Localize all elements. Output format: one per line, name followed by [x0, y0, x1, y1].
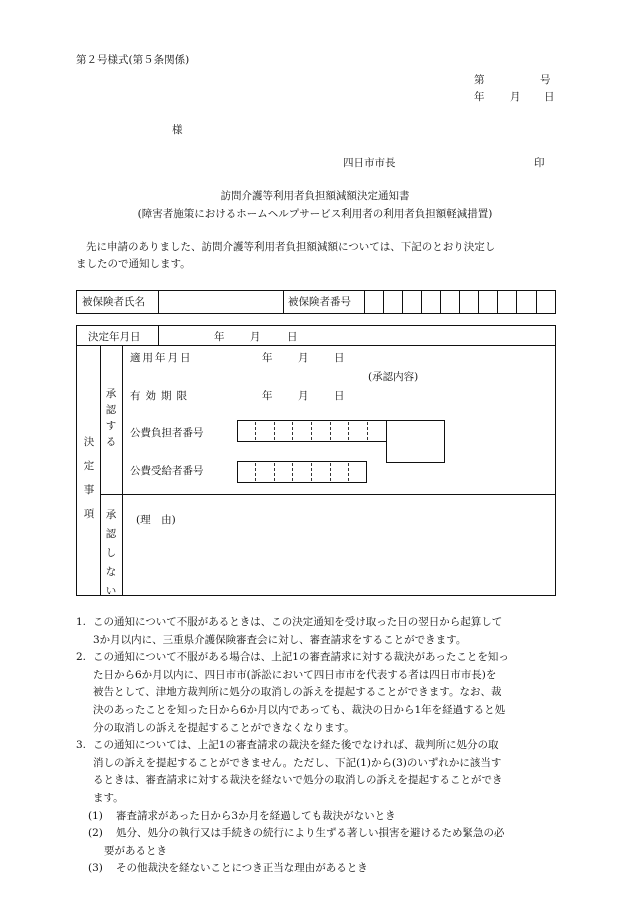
note-line: この通知について不服があるときは、この決定通知を受け取った日の翌日から起算して: [93, 616, 503, 628]
notes-section: [76, 614, 562, 878]
subnote-line: 要があるとき: [104, 844, 167, 857]
decision-date-month: 月: [250, 331, 261, 343]
apply-date-month: 月: [298, 352, 309, 364]
header-date-day: 日: [544, 91, 555, 103]
seal-mark: 印: [534, 157, 545, 169]
note-item: [76, 649, 562, 737]
note-number: 3.: [76, 739, 87, 752]
note-line: この通知については、上記1の審査請求の裁決を経た後でなければ、裁判所に処分の取: [93, 739, 499, 752]
decision-date-year: 年: [214, 331, 225, 343]
document-title: 訪問介護等利用者負担額減額決定通知書: [220, 190, 410, 202]
subnote-line: 処分、処分の執行又は手続きの続行により生ずる著しい損害を避けるため緊急の必: [116, 827, 505, 840]
note-line: この通知について不服がある場合は、上記1の審査請求に対する裁決があったことを知っ: [93, 651, 509, 664]
document-subtitle: (障害者施策におけるホームヘルプサービス利用者の利用者負担額軽減措置): [137, 208, 493, 220]
note-line: 消しの訴えを提起することができません。ただし、下記(1)から(3)のいずれかに該当す: [93, 756, 502, 769]
note-line: るときは、審査請求に対する裁決を経ないで処分の取消しの訴えを提起することができ: [93, 774, 503, 787]
subnote-item: [76, 808, 562, 826]
subnote-item: [76, 860, 562, 878]
subnote-line: 審査請求があった日から3か月を経過しても裁決がないとき: [116, 809, 396, 822]
note-number: 1.: [76, 616, 87, 628]
note-line: 決のあったことを知った日から6か月以内であっても、裁決の日から1年を経過すると処: [93, 703, 506, 716]
note-line: ます。: [93, 791, 124, 804]
note-item: [76, 737, 562, 807]
apply-date-year: 年: [262, 352, 273, 364]
reject-label: 承認しない: [105, 509, 117, 597]
validity-day: 日: [334, 390, 345, 402]
header-date-year: 年: [474, 91, 485, 103]
note-line: 被告として、津地方裁判所に処分の取消しの訴えを提起することができます。なお、裁: [93, 686, 502, 699]
note-line: 分の取消しの訴えを提起することができなくなります。: [93, 721, 355, 734]
note-line: 3か月以内に、三重県介護保険審査会に対し、審査請求をすることができます。: [93, 633, 467, 646]
note-number: 2.: [76, 651, 87, 664]
subnote-number: (2): [88, 827, 103, 840]
decision-date-label: 決定年月日: [88, 331, 141, 343]
doc-number-go: 号: [540, 74, 551, 86]
intro-line-1: 先に申請のありました、訪問介護等利用者負担額減額については、下記のとおり決定し: [86, 241, 496, 253]
validity-label: 有効期限: [130, 390, 192, 402]
apply-date-label: 適用年月日: [130, 352, 193, 364]
subnote-line: その他裁決を経ないことにつき正当な理由があるとき: [116, 862, 368, 875]
decision-matters-label: 決定事項: [83, 436, 95, 520]
doc-number-dai: 第: [474, 74, 485, 86]
note-line: た日から6か月以内に、四日市市(訴訟において四日市市を代表する者は四日市市長)を: [93, 668, 497, 681]
validity-year: 年: [262, 390, 273, 402]
payer-number-label: 公費負担者番号: [130, 427, 204, 439]
subnote-number: (3): [88, 862, 103, 875]
insured-name-field[interactable]: [160, 291, 282, 313]
form-number: 第２号様式(第５条関係): [76, 54, 190, 66]
insured-number-field[interactable]: [366, 291, 555, 313]
note-item: [76, 614, 562, 649]
intro-line-2: ましたので通知します。: [76, 258, 191, 270]
reason-label: (理 由): [136, 514, 176, 526]
subnote-item: [76, 825, 562, 860]
decision-date-day: 日: [287, 331, 298, 343]
insured-name-label: 被保険者氏名: [82, 296, 145, 308]
issuer: 四日市市長: [343, 157, 396, 169]
apply-date-day: 日: [334, 352, 345, 364]
subnote-number: (1): [88, 809, 103, 822]
insured-number-label: 被保険者番号: [288, 296, 351, 308]
recipient-number-label: 公費受給者番号: [130, 465, 204, 477]
addressee-suffix: 様: [172, 124, 183, 136]
approve-label: 承認する: [105, 388, 117, 448]
header-date-month: 月: [510, 91, 521, 103]
approved-contents-label: (承認内容): [368, 371, 419, 383]
validity-month: 月: [298, 390, 309, 402]
